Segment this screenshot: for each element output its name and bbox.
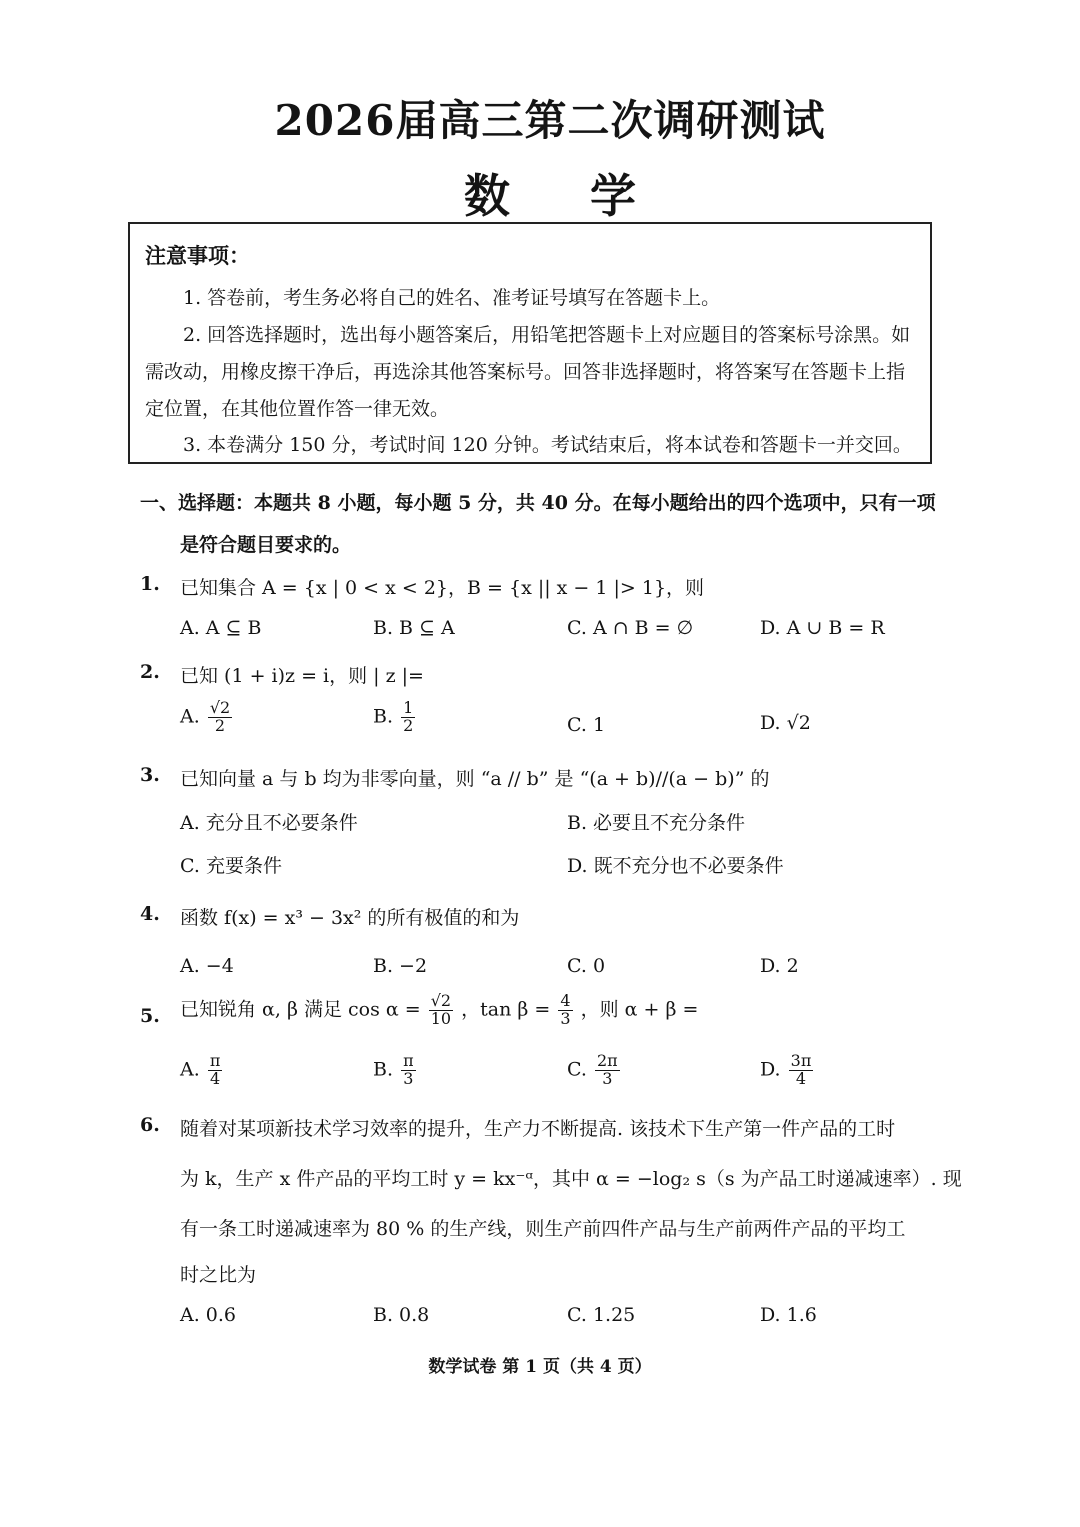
option-c: C. 1.25 [567,1304,636,1326]
notice-heading: 注意事项： [145,243,250,268]
fraction [401,1053,416,1088]
fraction-numerator: π [209,1051,221,1070]
question-number: 3. [140,764,160,786]
option-c-label: C. [567,1058,587,1081]
option-a [180,700,234,735]
question-stem: 函数 f(x) = x³ − 3x² 的所有极值的和为 [180,907,520,929]
fraction-denominator: 2 [403,715,414,735]
fraction-denominator: 2 [214,715,226,735]
fraction [789,1053,814,1088]
question-number: 4. [140,903,160,925]
stem-part-a: 已知锐角 α, β 满足 cos α = [180,998,421,1021]
fraction [208,700,232,735]
option-a: A. −4 [180,955,234,977]
question-number: 5. [140,1005,160,1027]
page-footer: 数学试卷 第 1 页（共 4 页） [428,1357,652,1377]
option-c: C. A ∩ B = ∅ [567,617,694,639]
option-a: A. A ⊆ B [180,617,262,639]
option-c: C. 1 [567,714,606,736]
notice-line-5: 3. 本卷满分 150 分，考试时间 120 分钟。考试结束后，将本试卷和答题卡一并交回。 [183,434,912,456]
option-a [180,1053,224,1088]
fraction-numerator: 4 [560,991,571,1010]
section-heading-line-1: 一、选择题：本题共 8 小题，每小题 5 分，共 40 分。在每小题给出的四个选项中，只有一项 [140,492,936,514]
fraction-numerator: 1 [403,698,414,717]
question-stem: 已知 (1 + i)z = i，则 | z |= [180,665,424,687]
question-number: 1. [140,573,160,595]
notice-line-3: 需改动，用橡皮擦干净后，再选涂其他答案标号。回答非选择题时，将答案写在答题卡上指 [145,361,906,383]
option-b [373,700,417,735]
fraction [595,1053,620,1088]
option-d: D. A ∪ B = R [760,617,885,639]
fraction-numerator: 3π [790,1051,812,1070]
option-a: A. 充分且不必要条件 [180,812,358,834]
option-d [760,1053,815,1088]
option-b: B. 必要且不充分条件 [567,812,746,834]
fraction-numerator: √2 [209,698,231,717]
stem-part-b: ，tan β = [461,998,551,1021]
notice-line-2: 2. 回答选择题时，选出每小题答案后，用铅笔把答题卡上对应题目的答案标号涂黑。如 [183,324,911,346]
option-c: C. 充要条件 [180,855,282,877]
option-b: B. B ⊆ A [373,617,455,639]
question-number: 6. [140,1114,160,1136]
exam-subject: 数学 [464,169,716,223]
question-stem-line-1: 随着对某项新技术学习效率的提升，生产力不断提高. 该技术下生产第一件产品的工时 [180,1118,896,1140]
option-c [567,1053,622,1088]
fraction [208,1053,223,1088]
fraction-denominator: 4 [795,1068,807,1088]
option-a: A. 0.6 [180,1304,237,1326]
question-stem-line-4: 时之比为 [180,1264,257,1286]
fraction-denominator: 3 [602,1068,613,1088]
sqrt-value: √2 [786,712,811,734]
section-heading-line-2: 是符合题目要求的。 [180,534,352,556]
fraction-numerator: 2π [596,1051,618,1070]
option-a-label: A. [180,705,200,728]
option-b: B. 0.8 [373,1304,430,1326]
fraction-numerator: π [403,1051,414,1070]
fraction-denominator: 10 [430,1008,452,1028]
fraction-denominator: 3 [403,1068,414,1088]
question-stem [180,993,698,1028]
option-b-label: B. [373,1058,394,1081]
option-d: D. 1.6 [760,1304,817,1326]
question-stem-line-3: 有一条工时递减速率为 80 % 的生产线，则生产前四件产品与生产前两件产品的平均工 [180,1218,906,1240]
option-b: B. −2 [373,955,428,977]
fraction-denominator: 4 [209,1068,221,1088]
fraction-numerator: √2 [430,991,452,1010]
fraction [558,993,572,1028]
fraction [401,700,415,735]
option-d: D. 既不充分也不必要条件 [567,855,784,877]
exam-title: 2026届高三第二次调研测试 [274,96,826,145]
question-stem: 已知向量 a 与 b 均为非零向量，则 “a // b” 是 “(a + b)//(a − b)” 的 [180,768,770,790]
option-c: C. 0 [567,955,606,977]
fraction [429,993,453,1028]
option-d: D. 2 [760,955,799,977]
option-d-label: D. [760,712,781,734]
question-stem: 已知集合 A = {x | 0 < x < 2}，B = {x || x − 1 |> 1}，则 [180,577,705,599]
question-stem-line-2: 为 k，生产 x 件产品的平均工时 y = kx⁻ᵅ，其中 α = −log₂ s（s 为产品工时递减速率）. 现 [180,1168,962,1190]
option-b-label: B. [373,705,394,728]
option-b [373,1053,418,1088]
option-d-label: D. [760,1058,781,1081]
option-a-label: A. [180,1058,200,1081]
notice-line-1: 1. 答卷前，考生务必将自己的姓名、准考证号填写在答题卡上。 [183,287,721,309]
option-d [760,712,811,734]
question-number: 2. [140,661,160,683]
notice-line-4: 定位置，在其他位置作答一律无效。 [145,398,450,420]
fraction-denominator: 3 [560,1008,571,1028]
stem-part-c: ，则 α + β = [580,998,699,1021]
